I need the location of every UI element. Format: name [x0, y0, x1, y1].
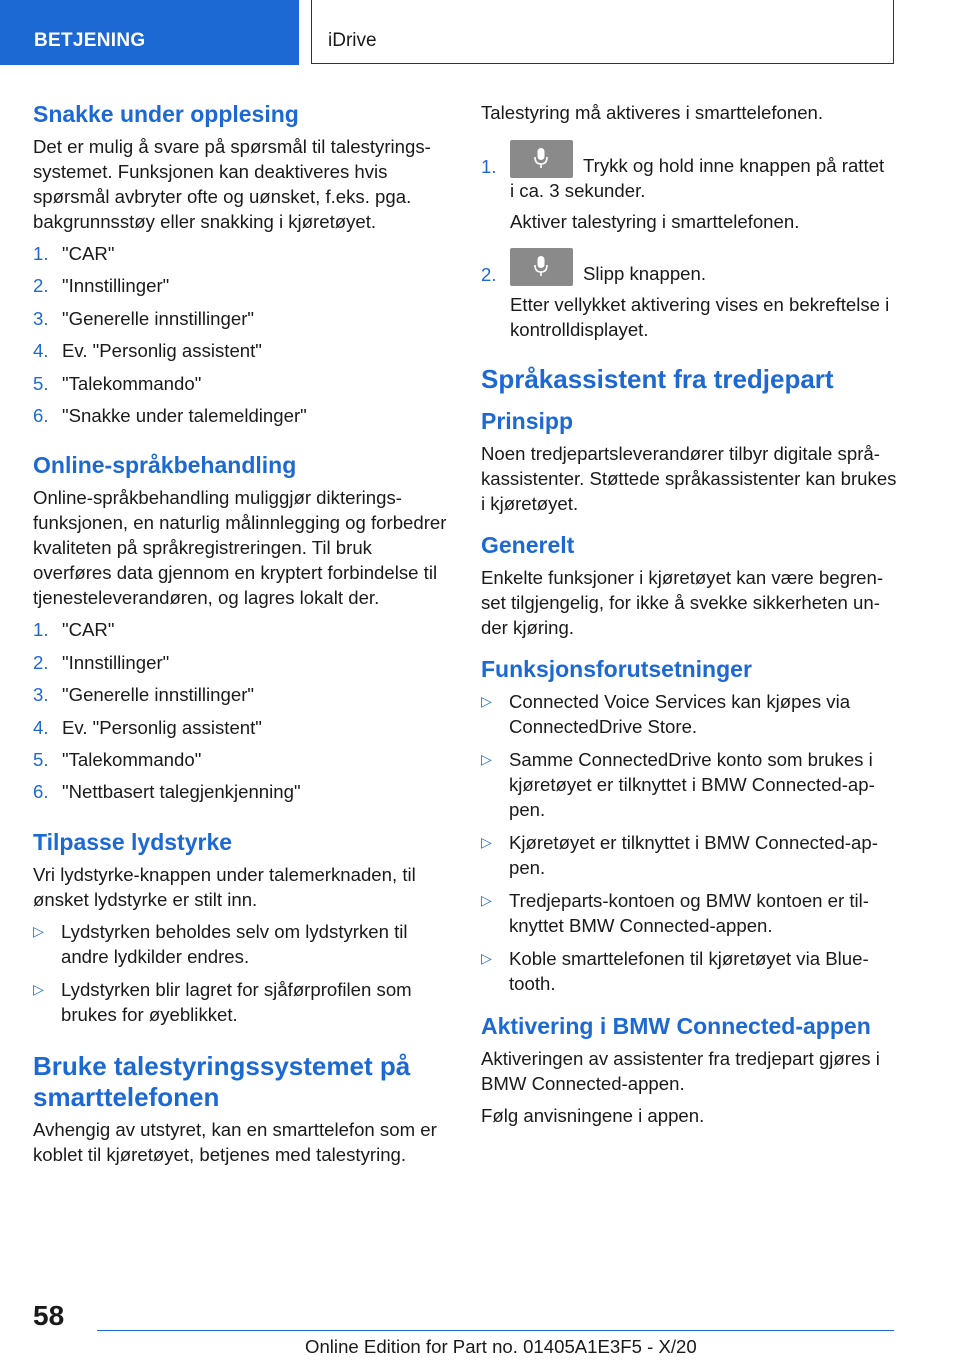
list-item: [33, 779, 451, 804]
triangle-right-outline-icon: ▷: [481, 950, 492, 966]
step-text: "Talekommando": [62, 748, 202, 770]
footer-edition-text: Online Edition for Part no. 01405A1E3F5 - X/20: [305, 1336, 697, 1357]
step-number: 1.: [33, 619, 49, 641]
list-item: [481, 248, 897, 342]
paragraph-online: Online-språkbehandling muliggjør dikteringsfunksjonen, en naturlig målinnlegging og forbedrer kvaliteten på språkregistreringen. Til bruk overføres data gjennom en kryptert forbindelse til tjenesteleverandøren, og lagres lokalt der.: [33, 487, 447, 609]
step-number: 5.: [33, 748, 49, 770]
step-text: "CAR": [62, 619, 115, 641]
right-column: [481, 100, 897, 1135]
list-item: [33, 338, 451, 363]
list-item: [33, 650, 451, 675]
bullet-text: Samme ConnectedDrive konto som brukes i kjøretøyet er tilknyttet i BMW Connected-appen.: [509, 749, 875, 820]
steps-snakke: [33, 241, 451, 428]
bullets-lydstyrke: [33, 919, 451, 1027]
step-text: Trykk og hold inne knappen på rattet: [583, 155, 885, 176]
step-text: "CAR": [62, 243, 115, 264]
triangle-right-outline-icon: ▷: [481, 892, 492, 908]
step-number: 2.: [481, 264, 497, 285]
page-number: 58: [33, 1300, 65, 1331]
paragraph-intro: Talestyring må aktiveres i smarttelefonen.: [481, 102, 824, 123]
triangle-right-outline-icon: ▷: [33, 922, 44, 939]
step-note: Etter vellykket aktivering vises en bekreftelse i kontrolldisplayet.: [510, 294, 890, 340]
bullets-forutsetninger: [481, 689, 897, 996]
list-item: [33, 371, 451, 396]
step-number: 6.: [33, 781, 49, 803]
step-number: 4.: [33, 716, 49, 738]
heading-smarttelefon: Bruke talestyringssystemet på smarttelefonen: [33, 1050, 411, 1112]
step-number: 2.: [33, 275, 49, 297]
step-number: 3.: [33, 684, 49, 706]
step-text: "Talekommando": [62, 372, 202, 394]
list-item: [33, 403, 451, 428]
heading-snakke: Snakke under opplesing: [33, 101, 299, 127]
list-item: [33, 747, 451, 772]
paragraph-prinsipp: Noen tredjepartsleverandører tilbyr digitale språkassistenter. Støttede språkassistenter kan brukes i kjøretøyet.: [481, 443, 897, 514]
header-section-tab: [0, 0, 299, 65]
bullet-text: Lydstyrken blir lagret for sjåførprofilen som brukes for øyeblikket.: [61, 978, 412, 1025]
step-text: "Nettbasert talegjenkjenning": [62, 781, 301, 803]
step-text: "Generelle innstillinger": [62, 307, 255, 329]
heading-sprakassistent: Språkassistent fra tredjepart: [481, 364, 834, 394]
list-item: [33, 273, 451, 298]
step-text: "Innstillinger": [62, 651, 170, 673]
list-item: [33, 241, 451, 266]
list-item: [481, 888, 897, 938]
step-number: 5.: [33, 372, 49, 394]
step-text: Ev. "Personlig assistent": [62, 340, 262, 362]
paragraph-aktivering-1: Aktiveringen av assistenter fra tredjepart gjøres i BMW Connected-appen.: [481, 1048, 880, 1094]
heading-forutsetninger: Funksjonsforutsetninger: [481, 656, 752, 682]
heading-prinsipp: Prinsipp: [481, 408, 574, 434]
list-item: [33, 306, 451, 331]
step-number: 4.: [33, 340, 49, 362]
list-item: [33, 977, 451, 1027]
triangle-right-outline-icon: ▷: [481, 751, 492, 767]
list-item: [33, 919, 451, 969]
step-note: Aktiver talestyring i smarttelefonen.: [510, 211, 800, 232]
bullet-text: Tredjeparts-kontoen og BMW kontoen er tilknyttet BMW Connected-appen.: [509, 890, 869, 936]
list-item: [481, 689, 897, 739]
step-text: Slipp knappen.: [583, 263, 707, 284]
heading-lydstyrke: Tilpasse lydstyrke: [33, 828, 233, 855]
step-text: "Generelle innstillinger": [62, 684, 255, 706]
microphone-button-icon: [510, 140, 573, 178]
step-text-continued: i ca. 3 sekunder.: [510, 180, 646, 201]
heading-online: Online-språkbehandling: [33, 452, 297, 479]
list-item: [481, 747, 897, 822]
step-number: 6.: [33, 404, 49, 426]
paragraph-generelt: Enkelte funksjoner i kjøretøyet kan være begrenset tilgjengelig, for ikke å svekke sikkerheten under kjøring.: [481, 567, 884, 638]
header-section-label: BETJENING: [34, 30, 146, 51]
list-item: [481, 830, 897, 880]
step-text: "Snakke under talemeldinger": [62, 404, 307, 426]
list-item: [481, 946, 897, 996]
list-item: [33, 617, 451, 642]
bullet-text: Lydstyrken beholdes selv om lydstyrken til andre lydkilder endres.: [61, 920, 408, 967]
steps-online: [33, 617, 451, 804]
triangle-right-outline-icon: ▷: [33, 980, 44, 997]
list-item: [481, 140, 897, 234]
list-item: [33, 715, 451, 740]
step-number: 3.: [33, 307, 49, 329]
left-column: [33, 100, 451, 1174]
paragraph-lydstyrke: Vri lydstyrke-knappen under talemerknaden, til ønsket lydstyrke er stilt inn.: [33, 863, 416, 910]
bullet-text: Koble smarttelefonen til kjøretøyet via Bluetooth.: [509, 948, 869, 994]
paragraph-smarttelefon: Avhengig av utstyret, kan en smarttelefon som er koblet til kjøretøyet, betjenes med talestyring.: [33, 1118, 437, 1165]
step-text: Ev. "Personlig assistent": [62, 716, 262, 738]
heading-generelt: Generelt: [481, 532, 575, 558]
paragraph-snakke: Det er mulig å svare på spørsmål til talestyringssystemet. Funksjonen kan deaktiveres hvis spørsmål avbryter ofte og uønsket, f.eks. pga. bakgrunnsstøy eller snakking i kjøretøyet.: [33, 136, 431, 232]
step-number: 1.: [481, 156, 497, 177]
step-text: "Innstillinger": [62, 275, 170, 297]
heading-aktivering: Aktivering i BMW Connected-appen: [481, 1013, 871, 1039]
triangle-right-outline-icon: ▷: [481, 693, 492, 709]
list-item: [33, 682, 451, 707]
microphone-button-icon: [510, 248, 573, 286]
step-number: 2.: [33, 651, 49, 673]
step-number: 1.: [33, 243, 49, 264]
header-chapter-tab: [311, 0, 894, 64]
header-chapter-label: iDrive: [328, 30, 377, 51]
bullet-text: Kjøretøyet er tilknyttet i BMW Connected-appen.: [509, 832, 878, 878]
paragraph-aktivering-2: Følg anvisningene i appen.: [481, 1105, 705, 1126]
bullet-text: Connected Voice Services kan kjøpes via ConnectedDrive Store.: [509, 691, 851, 737]
triangle-right-outline-icon: ▷: [481, 834, 492, 850]
footer-divider: [97, 1330, 894, 1331]
